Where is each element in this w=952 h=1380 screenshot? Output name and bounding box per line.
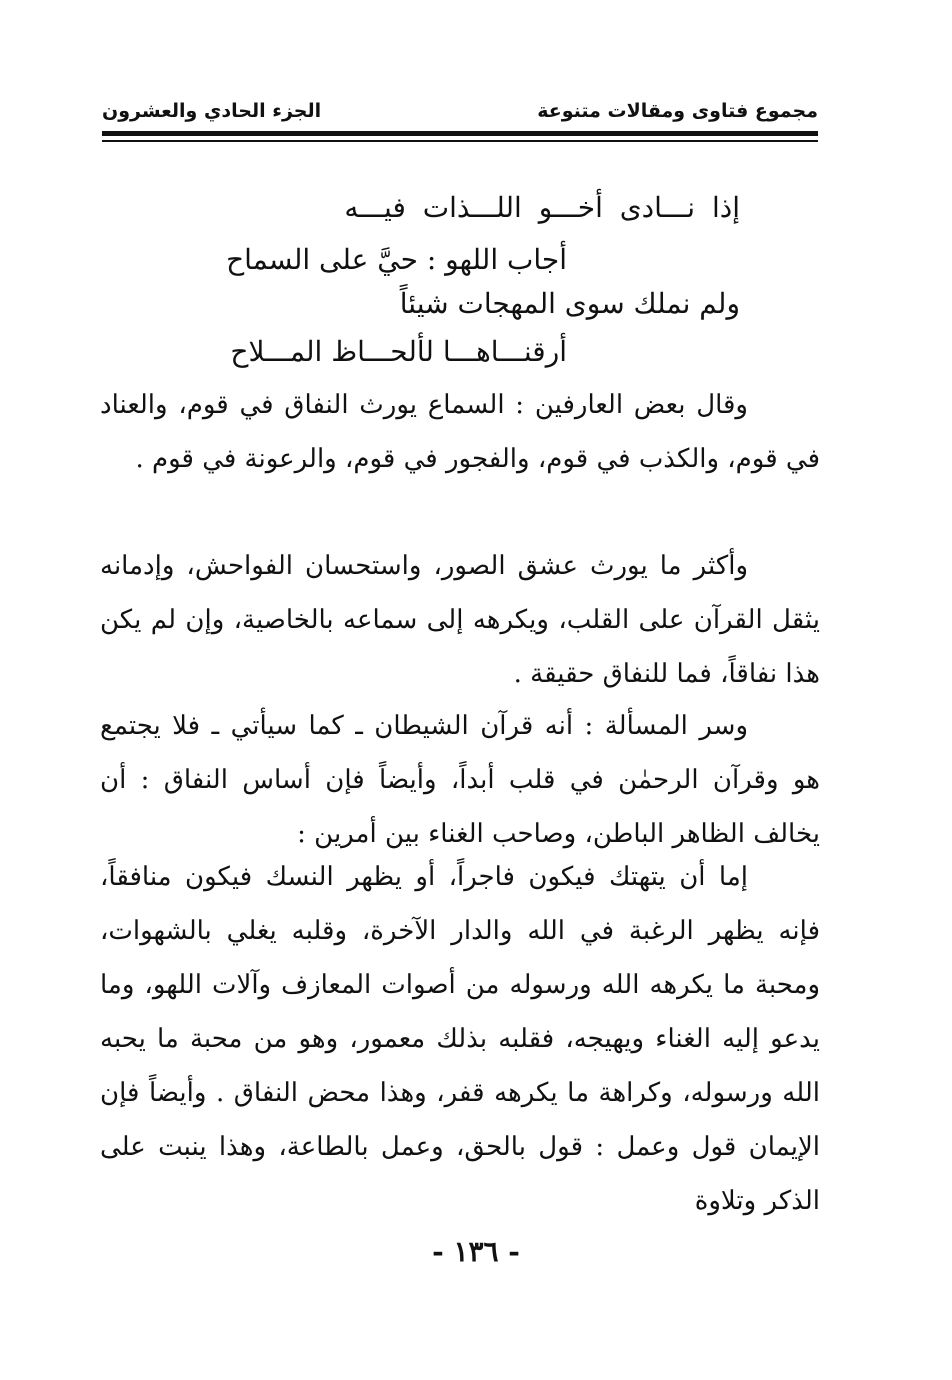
body-paragraph (100, 699, 820, 861)
body-paragraph (100, 539, 820, 701)
running-header (102, 94, 818, 128)
page-number: - ١٣٦ - (432, 1235, 520, 1268)
verse-line: إذا نـــادى أخـــو اللـــذات فيـــه (344, 191, 740, 224)
verse-line: ولم نملك سوى المهجات شيئاً (399, 287, 740, 320)
volume-title: الجزء الحادي والعشرون (102, 100, 322, 122)
verse-line: أرقنـــاهـــا لألحـــاظ المـــلاح (230, 335, 567, 368)
paragraph-text: وسر المسألة : أنه قرآن الشيطان ـ كما سيأتي ـ فلا يجتمع هو وقرآن الرحمٰن في قلب أبداً، وأيضاً فإن أساس النفاق : أن يخالف الظاهر الباطن، وصاحب الغناء بين أمرين : (100, 711, 820, 849)
body-paragraph (100, 850, 820, 1228)
paragraph-text: وقال بعض العارفين : السماع يورث النفاق في قوم، والعناد في قوم، والكذب في قوم، والفجور في قوم، والرعونة في قوم . (100, 390, 820, 474)
book-title: مجموع فتاوى ومقالات متنوعة (537, 100, 818, 122)
body-paragraph (100, 378, 820, 486)
paragraph-text: إما أن يتهتك فيكون فاجراً، أو يظهر النسك فيكون منافقاً، فإنه يظهر الرغبة في الله والدار الآخرة، وقلبه يغلي بالشهوات، ومحبة ما يكرهه الله ورسوله من أصوات المعازف وآلات اللهو، وما يدعو إليه الغناء ويهيجه، فقلبه بذلك معمور، وهو من محبة ما يحبه الله ورسوله، وكراهة ما يكرهه قفر، وهذا محض النفاق . وأيضاً فإن الإيمان قول وعمل : قول بالحق، وعمل بالطاعة، وهذا ينبت على الذكر وتلاوة (100, 862, 820, 1216)
paragraph-text: وأكثر ما يورث عشق الصور، واستحسان الفواحش، وإدمانه يثقل القرآن على القلب، ويكرهه إلى سماعه بالخاصية، وإن لم يكن هذا نفاقاً، فما للنفاق حقيقة . (100, 551, 820, 689)
verse-line: أجاب اللهو : حيَّ على السماح (226, 243, 567, 276)
header-rule-thin (102, 140, 818, 142)
header-rule-thick (102, 131, 818, 136)
